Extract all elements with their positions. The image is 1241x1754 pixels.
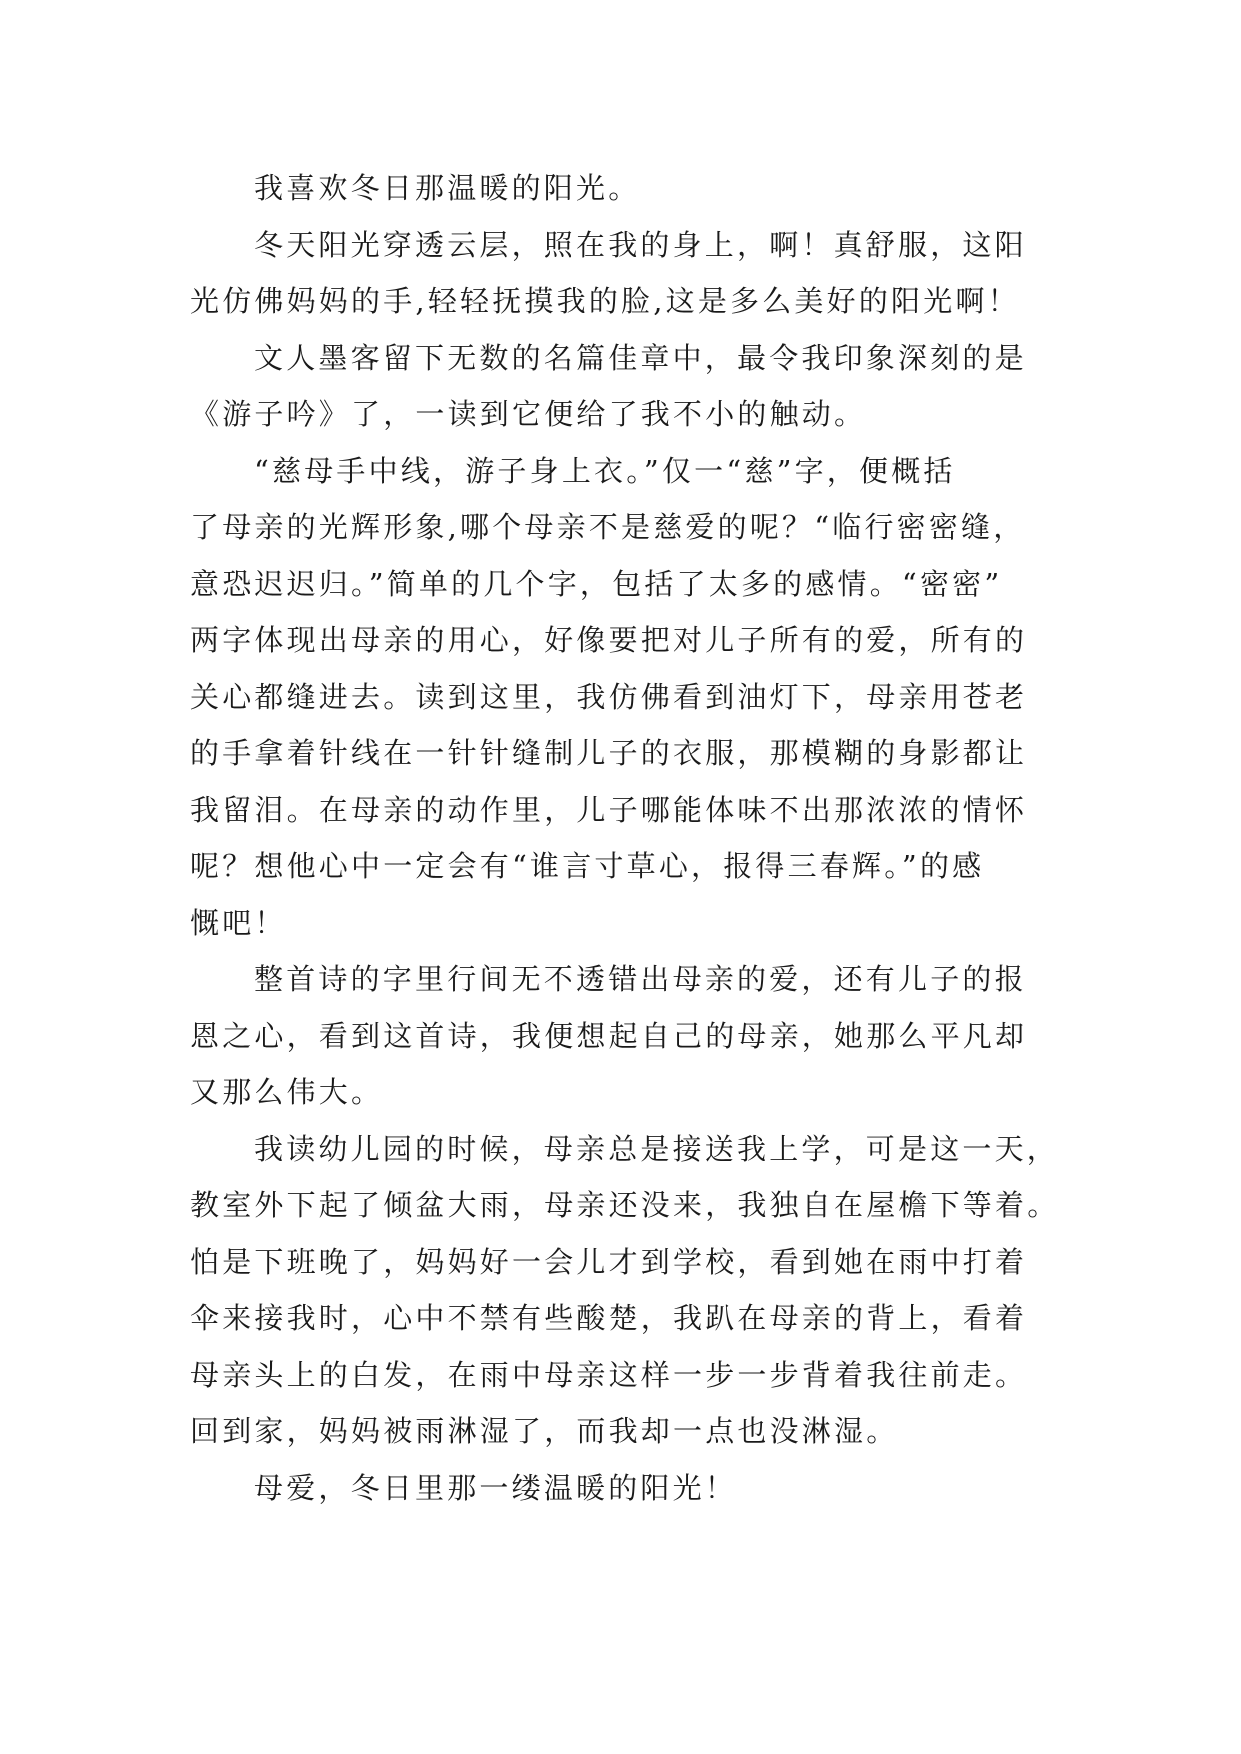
text-line: 教室外下起了倾盆大雨，母亲还没来，我独自在屋檐下等着。 bbox=[190, 1188, 1060, 1222]
text-line: 回到家，妈妈被雨淋湿了，而我却一点也没淋湿。 bbox=[190, 1414, 899, 1448]
text-line: 文人墨客留下无数的名篇佳章中，最令我印象深刻的是 bbox=[254, 340, 1027, 375]
text-line: 关心都缝进去。读到这里，我仿佛看到油灯下，母亲用苍老 bbox=[190, 679, 1028, 714]
text-line: 又那么伟大。 bbox=[190, 1075, 384, 1109]
text-line: “慈母手中线，游子身上衣。”仅一“慈”字，便概括 bbox=[254, 453, 956, 488]
text-line: 母亲头上的白发，在雨中母亲这样一步一步背着我往前走。 bbox=[190, 1357, 1028, 1392]
text-line: 冬天阳光穿透云层，照在我的身上，啊！真舒服，这阳 bbox=[254, 227, 1027, 262]
text-line: 光仿佛妈妈的手,轻轻抚摸我的脸,这是多么美好的阳光啊！ bbox=[190, 284, 1020, 318]
text-line: 呢？想他心中一定会有“谁言寸草心，报得三春辉。”的感 bbox=[190, 849, 985, 883]
text-line: 我喜欢冬日那温暖的阳光。 bbox=[254, 171, 641, 205]
text-line: 两字体现出母亲的用心，好像要把对儿子所有的爱，所有的 bbox=[190, 623, 1028, 657]
text-line: 恩之心，看到这首诗，我便想起自己的母亲，她那么平凡却 bbox=[190, 1018, 1028, 1053]
text-line: 了母亲的光辉形象,哪个母亲不是慈爱的呢？“临行密密缝， bbox=[190, 510, 1026, 544]
text-line: 我读幼儿园的时候，母亲总是接送我上学，可是这一天， bbox=[254, 1131, 1060, 1166]
text-line: 我留泪。在母亲的动作里，儿子哪能体味不出那浓浓的情怀 bbox=[190, 792, 1028, 827]
text-line: 整首诗的字里行间无不透错出母亲的爱，还有儿子的报 bbox=[254, 962, 1027, 996]
essay-body bbox=[190, 160, 1070, 1516]
text-line: 的手拿着针线在一针针缝制儿子的衣服，那模糊的身影都让 bbox=[190, 736, 1028, 770]
text-line: 伞来接我时，心中不禁有些酸楚，我趴在母亲的背上，看着 bbox=[190, 1301, 1028, 1335]
text-line: 母爱，冬日里那一缕温暖的阳光！ bbox=[254, 1470, 738, 1505]
text-line: 慨吧！ bbox=[190, 905, 287, 940]
text-line: 怕是下班晚了，妈妈好一会儿才到学校，看到她在雨中打着 bbox=[190, 1244, 1028, 1279]
text-line: 《游子吟》了，一读到它便给了我不小的触动。 bbox=[190, 397, 867, 431]
text-line: 意恐迟迟归。”简单的几个字，包括了太多的感情。“密密” bbox=[190, 566, 1003, 601]
